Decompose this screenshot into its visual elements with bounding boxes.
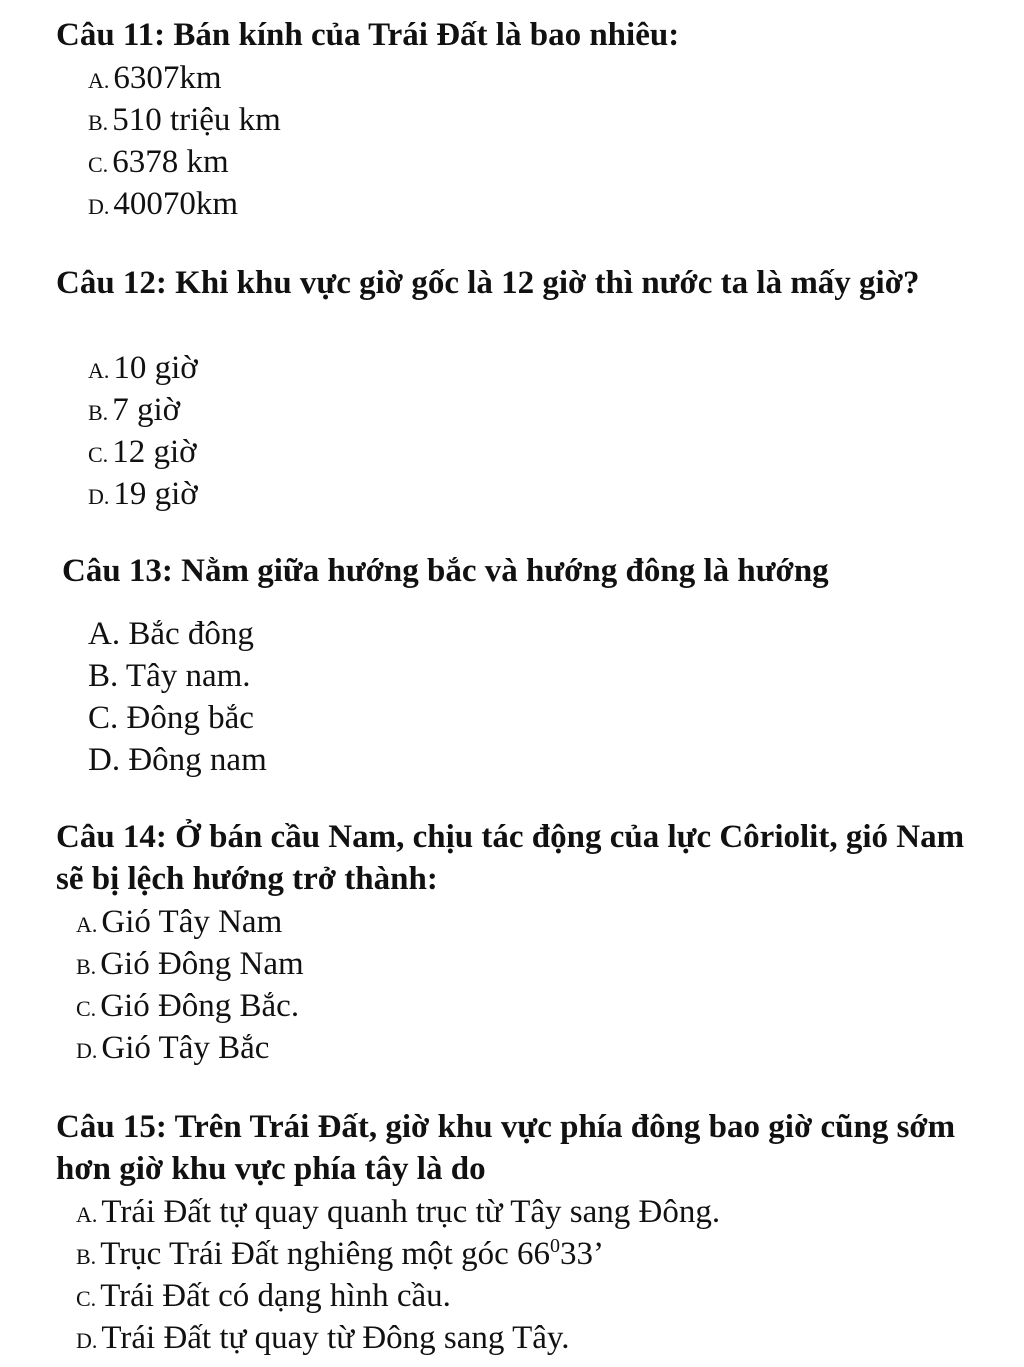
option-text: 7 giờ (112, 392, 181, 428)
option-letter: B. (88, 658, 119, 694)
option-letter: C. (88, 152, 109, 177)
option-text-after: 33’ (559, 1236, 604, 1272)
option-text: Gió Tây Bắc (101, 1030, 270, 1066)
question-14-option-c[interactable] (76, 986, 299, 1029)
option-text: Gió Đông Bắc. (100, 988, 300, 1024)
question-12-option-d[interactable] (88, 474, 198, 517)
option-letter: D. (88, 742, 121, 778)
option-letter: C. (76, 996, 97, 1021)
question-13-option-b[interactable] (88, 656, 251, 696)
option-letter: A. (76, 912, 98, 937)
option-letter: C. (88, 700, 119, 736)
question-15-option-a[interactable] (76, 1192, 720, 1235)
option-text: Đông nam (128, 742, 267, 778)
option-text: 6378 km (112, 144, 229, 180)
option-letter: A. (88, 68, 110, 93)
degree-superscript: 0 (549, 1235, 560, 1257)
option-text: Trục Trái Đất nghiêng một góc 66 (100, 1236, 550, 1272)
question-13-option-c[interactable] (88, 698, 254, 738)
option-letter: C. (76, 1286, 97, 1311)
question-12-option-a[interactable] (88, 348, 198, 391)
option-text: 19 giờ (113, 476, 198, 512)
option-text: Gió Tây Nam (101, 904, 283, 940)
option-letter: A. (88, 358, 110, 383)
option-text: Tây nam. (125, 658, 251, 694)
question-13-option-a[interactable] (88, 614, 254, 654)
question-13-title: Câu 13: Nằm giữa hướng bắc và hướng đông là hướng (62, 553, 829, 589)
option-text: Trái Đất tự quay quanh trục từ Tây sang Đông. (101, 1194, 721, 1230)
option-text: 12 giờ (112, 434, 197, 470)
question-11-option-a[interactable] (88, 58, 222, 101)
question-14-option-d[interactable] (76, 1028, 269, 1071)
option-letter: B. (88, 110, 109, 135)
option-text: Gió Đông Nam (100, 946, 304, 982)
option-letter: A. (76, 1202, 98, 1227)
question-11-title: Câu 11: Bán kính của Trái Đất là bao nhiêu: (56, 17, 680, 53)
question-14-title: Câu 14: Ở bán cầu Nam, chịu tác động của lực Côriolit, gió Nam sẽ bị lệch hướng trở thành: (56, 819, 965, 897)
question-12-option-b[interactable] (88, 390, 180, 433)
option-letter: A. (88, 616, 121, 652)
option-text: Bắc đông (128, 616, 254, 652)
option-text: 10 giờ (113, 350, 198, 386)
question-11-option-c[interactable] (88, 142, 229, 185)
question-15-option-d[interactable] (76, 1318, 569, 1361)
option-letter: B. (88, 400, 109, 425)
option-text: 510 triệu km (112, 102, 281, 138)
question-15-option-b[interactable] (76, 1234, 604, 1277)
question-14-option-a[interactable] (76, 902, 282, 945)
question-15-title: Câu 15: Trên Trái Đất, giờ khu vực phía đông bao giờ cũng sớm hơn giờ khu vực phía tây là do (56, 1109, 956, 1187)
option-text: 6307km (113, 60, 222, 96)
option-letter: D. (88, 484, 110, 509)
option-letter: D. (76, 1328, 98, 1353)
question-12-option-c[interactable] (88, 432, 197, 475)
question-14-option-b[interactable] (76, 944, 304, 987)
option-letter: D. (88, 194, 110, 219)
option-text: Trái Đất tự quay từ Đông sang Tây. (101, 1320, 570, 1356)
option-letter: B. (76, 954, 97, 979)
option-letter: B. (76, 1244, 97, 1269)
option-text: Trái Đất có dạng hình cầu. (100, 1278, 451, 1314)
question-11-option-b[interactable] (88, 100, 281, 143)
option-letter: C. (88, 442, 109, 467)
question-13-option-d[interactable] (88, 740, 267, 780)
option-text: 40070km (113, 186, 239, 222)
question-12-title: Câu 12: Khi khu vực giờ gốc là 12 giờ thì nước ta là mấy giờ? (56, 265, 920, 301)
question-11-option-d[interactable] (88, 184, 238, 227)
option-letter: D. (76, 1038, 98, 1063)
question-15-option-c[interactable] (76, 1276, 451, 1319)
option-text: Đông bắc (126, 700, 254, 736)
